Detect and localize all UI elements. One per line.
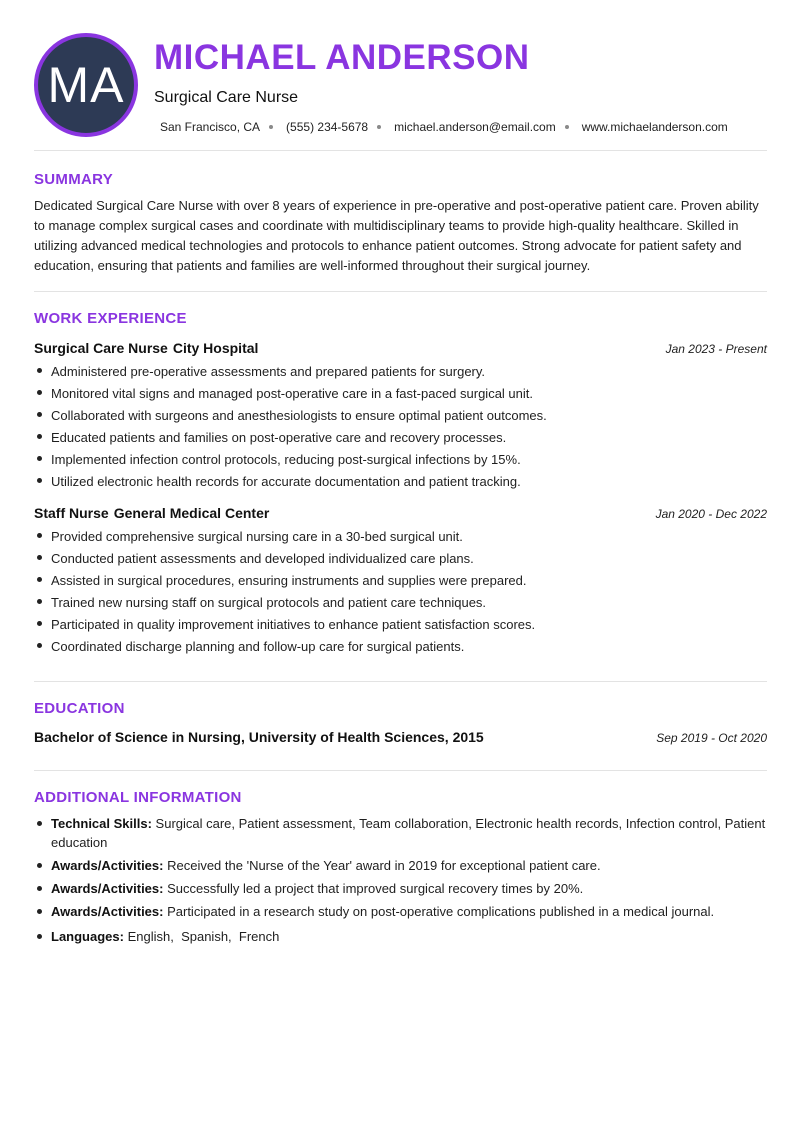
job-entry [34,505,767,658]
list-item: Administered pre-operative assessments and prepared patients for surgery. [34,361,767,383]
list-item: Utilized electronic health records for accurate documentation and patient tracking. [34,471,767,493]
list-item: Monitored vital signs and managed post-operative care in a fast-paced surgical unit. [34,383,767,405]
job-position: Staff Nurse [34,505,109,521]
candidate-name: MICHAEL ANDERSON [154,38,530,77]
contact-info [160,120,728,134]
contact-phone: (555) 234-5678 [286,120,369,134]
job-organization: General Medical Center [113,505,270,521]
section-title-summary: SUMMARY [34,171,114,188]
list-item: Provided comprehensive surgical nursing care in a 30-bed surgical unit. [34,526,767,548]
job-date: Jan 2023 - Present [665,342,767,356]
item-text: Participated in a research study on post-operative complications published in a medical journal. [167,904,715,919]
job-bullets [34,361,767,493]
list-item: Implemented infection control protocols, reducing post-surgical infections by 15%. [34,449,767,471]
item-label: Awards/Activities: [51,904,164,919]
separator-dot-icon [565,125,569,129]
separator-dot-icon [269,125,273,129]
additional-list [34,814,767,946]
list-item: Trained new nursing staff on surgical protocols and patient care techniques. [34,592,767,614]
job-title [34,340,258,356]
resume-header [34,0,767,150]
item-label: Technical Skills: [51,816,152,831]
list-item: Coordinated discharge planning and follow-up care for surgical patients. [34,636,767,658]
education-degree: Bachelor of Science in Nursing, University of Health Sciences, 2015 [34,729,484,745]
list-item [34,814,767,852]
list-item [34,902,767,921]
section-title-experience: WORK EXPERIENCE [34,310,187,327]
job-entry [34,340,767,493]
item-text: English, Spanish, French [127,929,280,944]
experience-section [34,292,767,658]
job-organization: City Hospital [172,340,259,356]
item-label: Awards/Activities: [51,881,164,896]
item-text: Received the 'Nurse of the Year' award in 2019 for exceptional patient care. [167,858,601,873]
item-text: Successfully led a project that improved surgical recovery times by 20%. [167,881,584,896]
list-item: Educated patients and families on post-operative care and recovery processes. [34,427,767,449]
education-section [34,682,767,745]
list-item: Assisted in surgical procedures, ensuring instruments and supplies were prepared. [34,570,767,592]
list-item: Conducted patient assessments and developed individualized care plans. [34,548,767,570]
separator-dot-icon [377,125,381,129]
job-date: Jan 2020 - Dec 2022 [655,507,767,521]
job-bullets [34,526,767,658]
list-item [34,879,767,898]
summary-section [34,151,767,273]
contact-website[interactable]: www.michaelanderson.com [581,120,728,134]
list-item [34,856,767,875]
additional-section [34,771,767,946]
contact-location: San Francisco, CA [160,120,261,134]
item-label: Languages: [51,929,124,944]
avatar: MA [34,33,138,137]
education-date: Sep 2019 - Oct 2020 [656,731,767,745]
list-item: Participated in quality improvement initiatives to enhance patient satisfaction scores. [34,614,767,636]
list-item: Collaborated with surgeons and anesthesiologists to ensure optimal patient outcomes. [34,405,767,427]
contact-email[interactable]: michael.anderson@email.com [394,120,556,134]
item-label: Awards/Activities: [51,858,164,873]
job-title [34,505,269,521]
list-item [34,927,767,946]
candidate-role: Surgical Care Nurse [154,89,299,106]
job-position: Surgical Care Nurse [34,340,168,356]
item-text: Surgical care, Patient assessment, Team collaboration, Electronic health records, Infection control, Patient education [51,816,766,850]
section-title-education: EDUCATION [34,700,125,717]
summary-text: Dedicated Surgical Care Nurse with over 8 years of experience in pre-operative and post-operative patient care. Proven ability to manage complex surgical cases and coordinate with multidisciplinary teams to provide high-quality healthcare. Skilled in utilizing advanced medical technologies and protocols to enhance patient outcomes. Strong advocate for patient safety and education, ensuring that patients and families are well-informed throughout their surgical journey. [34,198,759,273]
section-title-additional: ADDITIONAL INFORMATION [34,789,242,806]
